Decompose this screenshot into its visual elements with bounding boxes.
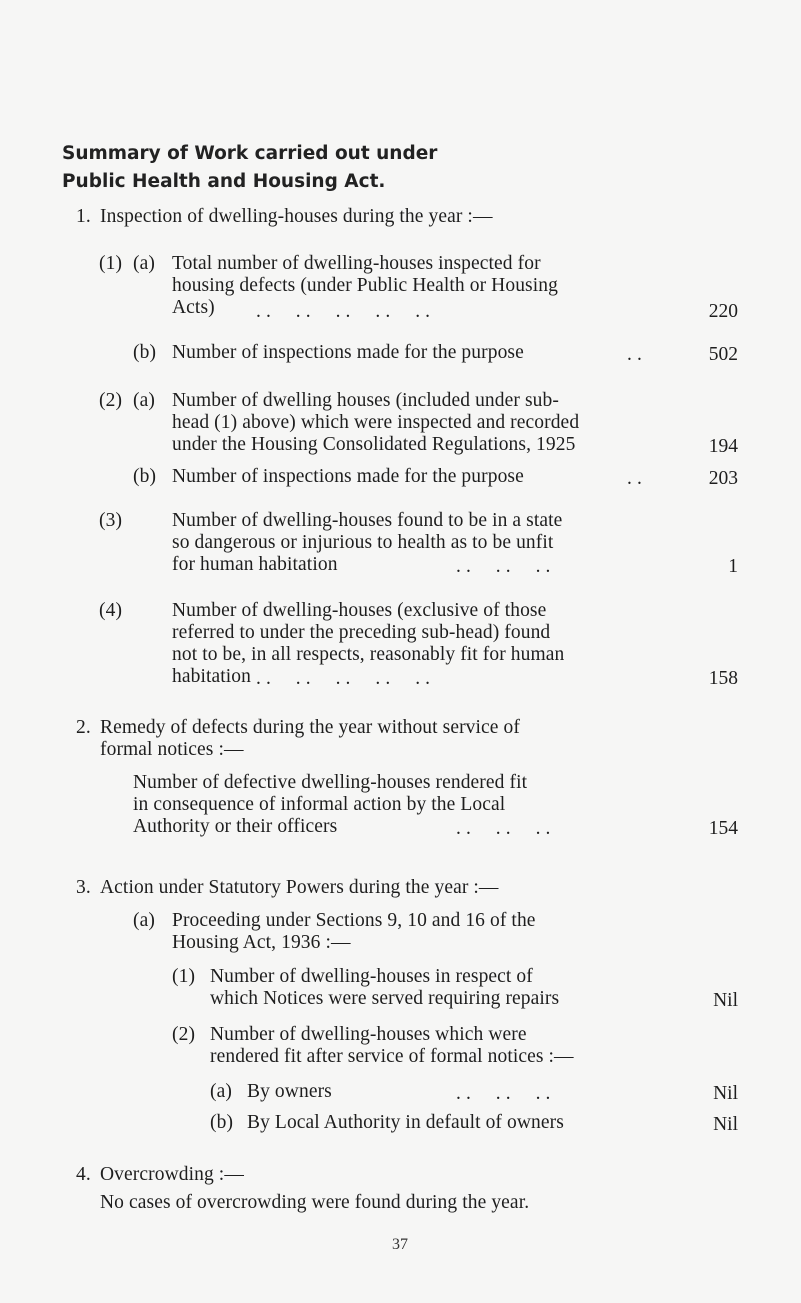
item-1-1b-value: 502 [708,344,738,365]
section-3-2a-text: By owners [247,1081,332,1102]
item-1-4-line-1: Number of dwelling-houses (exclusive of those [172,600,547,621]
item-1-2b-label: (b) [133,466,157,487]
heading-line-2: Public Health and Housing Act. [62,171,386,192]
item-1-1a-leader: . . . . . . . . . . [256,301,431,322]
item-1-1a-line-1: Total number of dwelling-houses inspected for [172,253,541,274]
section-3-2-number: (2) [172,1024,196,1045]
section-3-2b-text: By Local Authority in default of owners [247,1112,564,1133]
section-3a-line-1: Proceeding under Sections 9, 10 and 16 of the [172,910,536,931]
section-3-2-line-1: Number of dwelling-houses which were [210,1024,527,1045]
page-number: 37 [392,1236,408,1253]
section-2-leader: . . . . . . [456,818,551,839]
section-2-number: 2. [76,717,91,738]
section-3-2a-value: Nil [713,1083,738,1104]
item-1-4-line-4: habitation [172,666,251,687]
item-1-4-line-3: not to be, in all respects, reasonably fit for human [172,644,565,665]
section-2-line-2: in consequence of informal action by the Local [133,794,506,815]
item-1-1a-value: 220 [708,301,738,322]
section-3-1-number: (1) [172,966,196,987]
heading-line-1: Summary of Work carried out under [62,143,438,164]
item-1-1-number: (1) [99,253,123,274]
section-3a-label: (a) [133,910,155,931]
item-1-2b-leader: . . [627,468,642,489]
item-1-3-value: 1 [728,556,738,577]
section-2-title-1: Remedy of defects during the year without service of [100,717,520,738]
item-1-3-number: (3) [99,510,123,531]
item-1-3-leader: . . . . . . [456,556,551,577]
section-3a-line-2: Housing Act, 1936 :— [172,932,351,953]
item-1-1a-line-3: Acts) [172,297,215,318]
section-3-2a-label: (a) [210,1081,232,1102]
item-1-4-leader: . . . . . . . . . . [256,668,431,689]
item-1-3-line-1: Number of dwelling-houses found to be in a state [172,510,563,531]
item-1-3-line-2: so dangerous or injurious to health as to be unfit [172,532,554,553]
item-1-2a-line-1: Number of dwelling houses (included under sub- [172,390,559,411]
section-3-1-line-2: which Notices were served requiring repairs [210,988,560,1009]
section-3-2b-value: Nil [713,1114,738,1135]
section-3-2a-leader: . . . . . . [456,1083,551,1104]
item-1-4-line-2: referred to under the preceding sub-head) found [172,622,551,643]
section-3-number: 3. [76,877,91,898]
item-1-2a-line-2: head (1) above) which were inspected and recorded [172,412,580,433]
section-4-number: 4. [76,1164,91,1185]
item-1-4-number: (4) [99,600,123,621]
section-1-title: Inspection of dwelling-houses during the year :— [100,206,493,227]
section-3-2b-label: (b) [210,1112,234,1133]
item-1-1b-leader: . . [627,344,642,365]
section-4-line-1: No cases of overcrowding were found during the year. [100,1192,530,1213]
section-3-2-line-2: rendered fit after service of formal notices :— [210,1046,574,1067]
item-1-2a-label: (a) [133,390,155,411]
item-1-3-line-3: for human habitation [172,554,338,575]
section-1-number: 1. [76,206,91,227]
item-1-1b-line-1: Number of inspections made for the purpose [172,342,524,363]
section-3-title: Action under Statutory Powers during the year :— [100,877,499,898]
item-1-2a-line-3: under the Housing Consolidated Regulations, 1925 [172,434,576,455]
section-2-value: 154 [708,818,738,839]
section-3-1-value: Nil [713,990,738,1011]
page-heading [62,140,437,196]
item-1-2b-line-1: Number of inspections made for the purpose [172,466,524,487]
section-4-title: Overcrowding :— [100,1164,244,1185]
section-2-line-1: Number of defective dwelling-houses rendered fit [133,772,528,793]
item-1-2a-value: 194 [708,436,738,457]
section-3-1-line-1: Number of dwelling-houses in respect of [210,966,533,987]
section-2-title-2: formal notices :— [100,739,244,760]
section-2-line-3: Authority or their officers [133,816,338,837]
item-1-4-value: 158 [708,668,738,689]
item-1-1b-label: (b) [133,342,157,363]
item-1-1a-label: (a) [133,253,155,274]
item-1-1a-line-2: housing defects (under Public Health or Housing [172,275,558,296]
item-1-2b-value: 203 [708,468,738,489]
item-1-2-number: (2) [99,390,123,411]
